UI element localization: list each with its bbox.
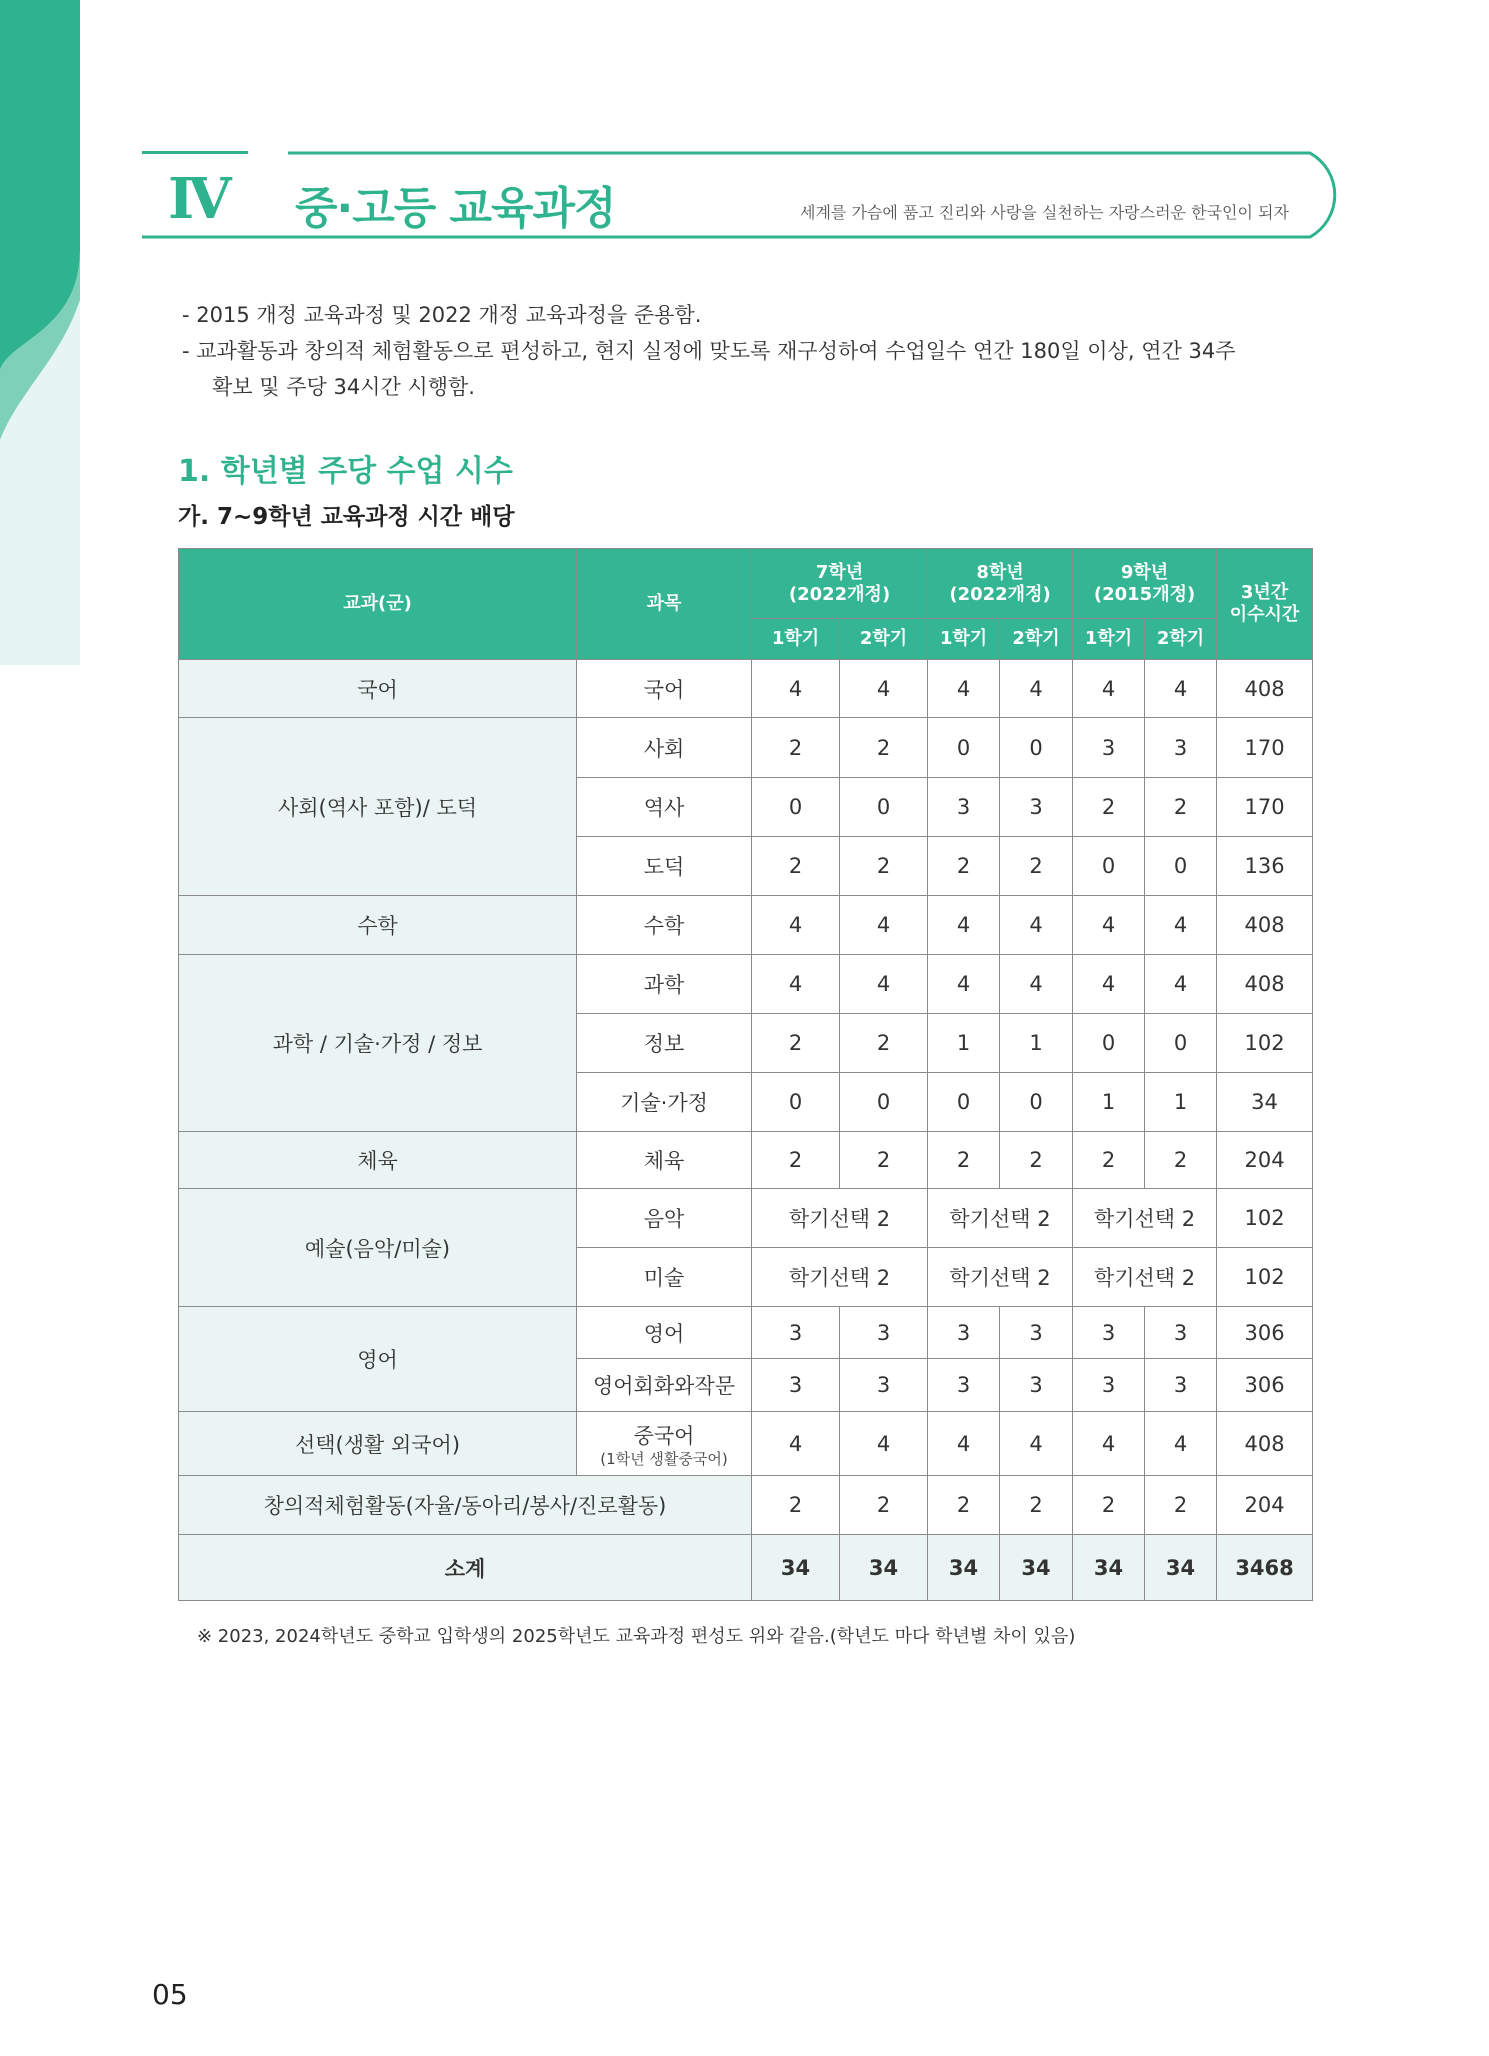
header-semester: 1학기 (928, 619, 1000, 660)
hours-cell: 4 (928, 955, 1000, 1014)
hours-cell: 3 (928, 1307, 1000, 1359)
header-grade-8: 8학년 (2022개정) (928, 549, 1073, 619)
hours-cell: 4 (1073, 1412, 1145, 1476)
intro-line: - 교과활동과 창의적 체험활동으로 편성하고, 현지 실정에 맞도록 재구성하여 수업일수 연간 180일 이상, 연간 34주 (182, 339, 1236, 363)
hours-cell: 2 (928, 837, 1000, 896)
subject-cell: 미술 (577, 1248, 752, 1307)
total-cell: 306 (1217, 1307, 1313, 1359)
total-cell: 408 (1217, 896, 1313, 955)
hours-cell: 34 (1073, 1535, 1145, 1601)
hours-cell: 0 (1073, 837, 1145, 896)
hours-cell: 3 (1073, 1307, 1145, 1359)
hours-cell: 2 (840, 837, 928, 896)
subject-cell: 정보 (577, 1014, 752, 1073)
school-motto: 세계를 가슴에 품고 진리와 사랑을 실천하는 자랑스러운 한국인이 되자 (800, 203, 1289, 222)
hours-cell: 2 (752, 837, 840, 896)
table-row (179, 896, 1313, 955)
hours-cell: 2 (1145, 1476, 1217, 1535)
hours-cell: 0 (1000, 718, 1073, 778)
hours-cell: 학기선택 2 (752, 1248, 928, 1307)
hours-cell: 학기선택 2 (928, 1189, 1073, 1248)
subject-cell: 사회 (577, 718, 752, 778)
hours-cell: 3 (752, 1307, 840, 1359)
subject-cell: 과학 (577, 955, 752, 1014)
total-cell: 136 (1217, 837, 1313, 896)
header-semester: 1학기 (752, 619, 840, 660)
total-cell: 170 (1217, 778, 1313, 837)
total-cell: 306 (1217, 1359, 1313, 1412)
hours-cell: 4 (840, 896, 928, 955)
area-cell: 선택(생활 외국어) (179, 1412, 577, 1476)
hours-cell: 0 (752, 778, 840, 837)
header-semester: 2학기 (1145, 619, 1217, 660)
hours-cell: 4 (752, 1412, 840, 1476)
hours-cell: 2 (928, 1132, 1000, 1189)
subject-cell: 기술·가정 (577, 1073, 752, 1132)
hours-cell: 1 (1145, 1073, 1217, 1132)
hours-cell: 3 (1073, 718, 1145, 778)
hours-cell: 2 (752, 1132, 840, 1189)
header-grade-9: 9학년 (2015개정) (1073, 549, 1217, 619)
hours-cell: 3 (1000, 1359, 1073, 1412)
subject-cell: 국어 (577, 660, 752, 718)
hours-cell: 3 (840, 1359, 928, 1412)
chapter-title: 중·고등 교육과정 (295, 183, 616, 234)
hours-cell: 4 (1073, 896, 1145, 955)
subject-cell: 수학 (577, 896, 752, 955)
hours-cell: 2 (1145, 1132, 1217, 1189)
header-area: 교과(군) (179, 549, 577, 660)
hours-cell: 1 (928, 1014, 1000, 1073)
hours-cell: 2 (1073, 1476, 1145, 1535)
total-cell: 204 (1217, 1476, 1313, 1535)
table-row (179, 1132, 1313, 1189)
hours-cell: 2 (1145, 778, 1217, 837)
total-cell: 170 (1217, 718, 1313, 778)
subject-cell: 체육 (577, 1132, 752, 1189)
hours-cell: 4 (840, 955, 928, 1014)
chapter-number: Ⅳ (168, 166, 230, 232)
hours-cell: 2 (840, 1132, 928, 1189)
table-row (179, 1412, 1313, 1476)
hours-cell: 2 (840, 718, 928, 778)
hours-cell: 4 (1000, 1412, 1073, 1476)
hours-cell: 4 (928, 1412, 1000, 1476)
table-row (179, 1307, 1313, 1359)
table-row (179, 955, 1313, 1014)
hours-cell: 4 (1000, 660, 1073, 718)
area-cell: 예술(음악/미술) (179, 1189, 577, 1307)
hours-cell: 4 (840, 1412, 928, 1476)
hours-cell: 4 (752, 660, 840, 718)
hours-cell: 학기선택 2 (752, 1189, 928, 1248)
subject-cell: 중국어 (1학년 생활중국어) (577, 1412, 752, 1476)
total-cell: 204 (1217, 1132, 1313, 1189)
hours-cell: 3 (1145, 718, 1217, 778)
hours-cell: 34 (752, 1535, 840, 1601)
hours-cell: 34 (840, 1535, 928, 1601)
intro-line: - 2015 개정 교육과정 및 2022 개정 교육과정을 준용함. (182, 303, 702, 327)
hours-cell: 3 (752, 1359, 840, 1412)
area-cell: 국어 (179, 660, 577, 718)
hours-cell: 2 (1073, 1132, 1145, 1189)
table-row (179, 1189, 1313, 1248)
hours-cell: 1 (1073, 1073, 1145, 1132)
hours-cell: 0 (752, 1073, 840, 1132)
intro-text (182, 297, 1235, 405)
area-cell: 과학 / 기술·가정 / 정보 (179, 955, 577, 1132)
total-cell: 34 (1217, 1073, 1313, 1132)
hours-cell: 4 (1073, 955, 1145, 1014)
hours-cell: 34 (928, 1535, 1000, 1601)
hours-cell: 4 (1145, 955, 1217, 1014)
hours-cell: 3 (928, 778, 1000, 837)
hours-cell: 2 (1000, 1476, 1073, 1535)
hours-cell: 0 (1145, 1014, 1217, 1073)
hours-cell: 4 (1073, 660, 1145, 718)
hours-cell: 4 (1145, 896, 1217, 955)
subject-cell: 음악 (577, 1189, 752, 1248)
hours-cell: 34 (1000, 1535, 1073, 1601)
hours-cell: 4 (840, 660, 928, 718)
hours-cell: 3 (1145, 1359, 1217, 1412)
hours-cell: 3 (1145, 1307, 1217, 1359)
subject-cell: 역사 (577, 778, 752, 837)
hours-cell: 2 (1000, 837, 1073, 896)
table-row (179, 718, 1313, 778)
header-subject: 과목 (577, 549, 752, 660)
hours-cell: 3 (840, 1307, 928, 1359)
hours-cell: 3 (928, 1359, 1000, 1412)
hours-cell: 0 (1000, 1073, 1073, 1132)
hours-cell: 2 (840, 1476, 928, 1535)
subject-cell: 영어 (577, 1307, 752, 1359)
total-cell: 102 (1217, 1248, 1313, 1307)
hours-cell: 4 (752, 896, 840, 955)
hours-cell: 3 (1000, 778, 1073, 837)
hours-cell: 0 (840, 1073, 928, 1132)
hours-cell: 3 (1073, 1359, 1145, 1412)
hours-cell: 0 (1145, 837, 1217, 896)
total-cell: 102 (1217, 1014, 1313, 1073)
total-cell: 408 (1217, 1412, 1313, 1476)
area-cell: 수학 (179, 896, 577, 955)
hours-cell: 학기선택 2 (1073, 1248, 1217, 1307)
table-row (179, 660, 1313, 718)
hours-cell: 2 (1000, 1132, 1073, 1189)
section-title: 1. 학년별 주당 수업 시수 (178, 454, 513, 489)
hours-cell: 학기선택 2 (1073, 1189, 1217, 1248)
header-semester: 2학기 (1000, 619, 1073, 660)
total-cell: 408 (1217, 660, 1313, 718)
page-number: 05 (152, 1978, 188, 2011)
header-total-hours: 3년간 이수시간 (1217, 549, 1313, 660)
area-cell: 체육 (179, 1132, 577, 1189)
header-semester: 1학기 (1073, 619, 1145, 660)
hours-cell: 4 (1145, 1412, 1217, 1476)
curriculum-hours-table (178, 548, 1313, 1601)
hours-cell: 4 (928, 896, 1000, 955)
hours-cell: 0 (928, 1073, 1000, 1132)
table-row (179, 1476, 1313, 1535)
hours-cell: 0 (1073, 1014, 1145, 1073)
hours-cell: 4 (928, 660, 1000, 718)
subject-cell: 영어회화와작문 (577, 1359, 752, 1412)
sub-title: 가. 7~9학년 교육과정 시간 배당 (178, 504, 515, 530)
total-cell: 102 (1217, 1189, 1313, 1248)
hours-cell: 3 (1000, 1307, 1073, 1359)
table-row-total (179, 1535, 1313, 1601)
footnote: ※ 2023, 2024학년도 중학교 입학생의 2025학년도 교육과정 편성도 위와 같음.(학년도 마다 학년별 차이 있음) (197, 1626, 1076, 1647)
total-cell: 3468 (1217, 1535, 1313, 1601)
hours-cell: 34 (1145, 1535, 1217, 1601)
hours-cell: 4 (1000, 896, 1073, 955)
area-cell: 창의적체험활동(자율/동아리/봉사/진로활동) (179, 1476, 752, 1535)
header-semester: 2학기 (840, 619, 928, 660)
hours-cell: 4 (752, 955, 840, 1014)
hours-cell: 2 (752, 1476, 840, 1535)
subject-cell: 도덕 (577, 837, 752, 896)
hours-cell: 0 (928, 718, 1000, 778)
subtotal-label: 소계 (179, 1535, 752, 1601)
area-cell: 영어 (179, 1307, 577, 1412)
total-cell: 408 (1217, 955, 1313, 1014)
hours-cell: 2 (928, 1476, 1000, 1535)
header-grade-7: 7학년 (2022개정) (752, 549, 928, 619)
hours-cell: 4 (1145, 660, 1217, 718)
hours-cell: 4 (1000, 955, 1073, 1014)
hours-cell: 2 (752, 1014, 840, 1073)
hours-cell: 2 (752, 718, 840, 778)
hours-cell: 0 (840, 778, 928, 837)
intro-line: 확보 및 주당 34시간 시행함. (212, 375, 475, 399)
area-cell: 사회(역사 포함)/ 도덕 (179, 718, 577, 896)
hours-cell: 2 (1073, 778, 1145, 837)
hours-cell: 학기선택 2 (928, 1248, 1073, 1307)
hours-cell: 2 (840, 1014, 928, 1073)
hours-cell: 1 (1000, 1014, 1073, 1073)
